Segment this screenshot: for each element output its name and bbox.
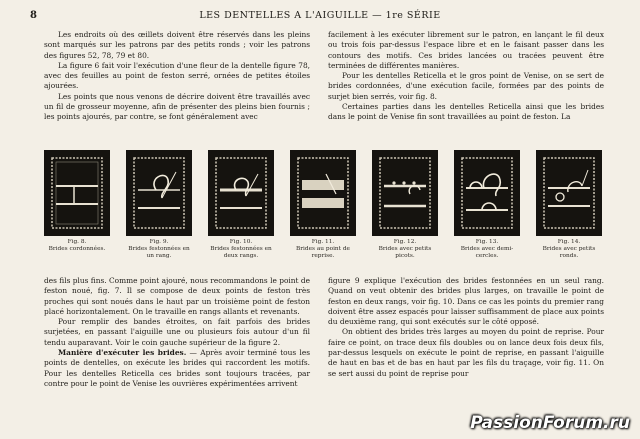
lace-bride-illustration <box>208 150 274 236</box>
paragraph: figure 9 explique l'exécution des brides festonnées en un seul rang. Quand on veut obtenir des brides plus larges, on travaille le point de feston en deux rangs, voir fig. 10. Dans ce cas les points du premier rang doivent être assez espacés pour laisser suffisamment de place aux points du deuxième rang, qui sont exécutés sur le côté opposé. <box>328 276 604 327</box>
lace-bride-illustration <box>126 150 192 236</box>
paragraph: facilement à les exécuter librement sur le patron, en lançant le fil deux ou trois fois par-dessus l'espace libre et en le faisant passer dans les contours des motifs. Ces brides lancées ou tracées peuvent être terminées de différentes manières. <box>328 30 604 70</box>
paragraph: Certaines parties dans les dentelles Reticella ainsi que les brides dans le point de Venise fin sont travaillées au point de feston. La <box>328 102 604 122</box>
figure-caption: Fig. 12. Brides avec petits picots. <box>378 239 432 259</box>
lace-bride-illustration <box>454 150 520 236</box>
figure-11 <box>290 150 356 260</box>
figure-10 <box>208 150 274 260</box>
paragraph: Manière d'exécuter les brides. — Après avoir terminé tous les points de dentelles, on exécute les brides qui raccordent les motifs. Pour les dentelles Reticella ces brides sont toujours tracées, par contre pour le point de Venise les ouvrières expérimentées arrivent <box>44 348 310 388</box>
paragraph: Pour remplir des bandes étroites, on fait parfois des brides surjetées, en passant l'aiguille une ou plusieurs fois autour d'un fil tendu auparavant. Voir le coin gauche supérieur de la figure 2. <box>44 317 310 347</box>
paragraph: Pour les dentelles Reticella et le gros point de Venise, on se sert de brides cordonnées, d'une exécution facile, formées par des points de surjet bien serrés, voir fig. 8. <box>328 71 604 101</box>
paragraph: La figure 6 fait voir l'exécution d'une fleur de la dentelle figure 78, avec des feuilles au point de feston serré, ornées de petites étoiles ajourées. <box>44 60 310 91</box>
lace-bride-illustration <box>372 150 438 236</box>
figure-14 <box>536 150 602 260</box>
figure-caption: Fig. 13. Brides avec demi-cercles. <box>460 239 514 259</box>
section-heading: Manière d'exécuter les brides. <box>58 348 187 358</box>
figure-13 <box>454 150 520 260</box>
figure-caption: Fig. 8. Brides cordonnées. <box>48 239 106 252</box>
left-column-top <box>44 30 310 123</box>
figure-caption: Fig. 11. Brides au point de reprise. <box>296 239 350 259</box>
right-column-bottom <box>328 276 604 379</box>
figure-caption: Fig. 10. Brides festonnées en deux rangs. <box>210 239 272 259</box>
lace-bride-illustration <box>536 150 602 236</box>
figure-caption: Fig. 9. Brides festonnées en un rang. <box>128 239 190 259</box>
running-title: LES DENTELLES A L'AIGUILLE — 1re SÉRIE <box>199 10 441 21</box>
lace-bride-illustration <box>44 150 110 236</box>
figure-12 <box>372 150 438 260</box>
figure-row <box>44 150 616 272</box>
watermark: PassionForum.ru <box>470 413 630 433</box>
lace-bride-illustration <box>290 150 356 236</box>
figure-8 <box>44 150 110 253</box>
paragraph: On obtient des brides très larges au moyen du point de reprise. Pour faire ce point, on trace deux fils doubles ou on lance deux fois deux fils, par-dessus lesquels on exécute le point de reprise, en passant l'aiguille de haut en bas et de bas en haut par les fils du traçage, voir fig. 11. On se sert aussi du point de reprise pour <box>328 327 604 378</box>
paragraph: des fils plus fins. Comme point ajouré, nous recommandons le point de feston noué, fig. 7. Il se compose de deux points de feston très proches qui sont noués dans le haut par un troisième point de feston placé horizontalement. On le travaille en rangs allants et revenants. <box>44 276 310 316</box>
paragraph: Les endroits où des œillets doivent être réservés dans les pleins sont marqués sur les patrons par des petits ronds ; voir les patrons des figures 52, 78, 79 et 80. <box>44 30 310 60</box>
figure-caption: Fig. 14. Brides avec petits ronds. <box>542 239 596 259</box>
figure-9 <box>126 150 192 260</box>
paragraph: Les points que nous venons de décrire doivent être travaillés avec un fil de grosseur moyenne, afin de présenter des pleins bien fournis ; les points ajourés, par contre, se font généralement avec <box>44 91 310 122</box>
page-number: 8 <box>30 10 37 21</box>
running-header <box>0 10 640 24</box>
left-column-bottom <box>44 276 310 389</box>
right-column-top <box>328 30 604 123</box>
